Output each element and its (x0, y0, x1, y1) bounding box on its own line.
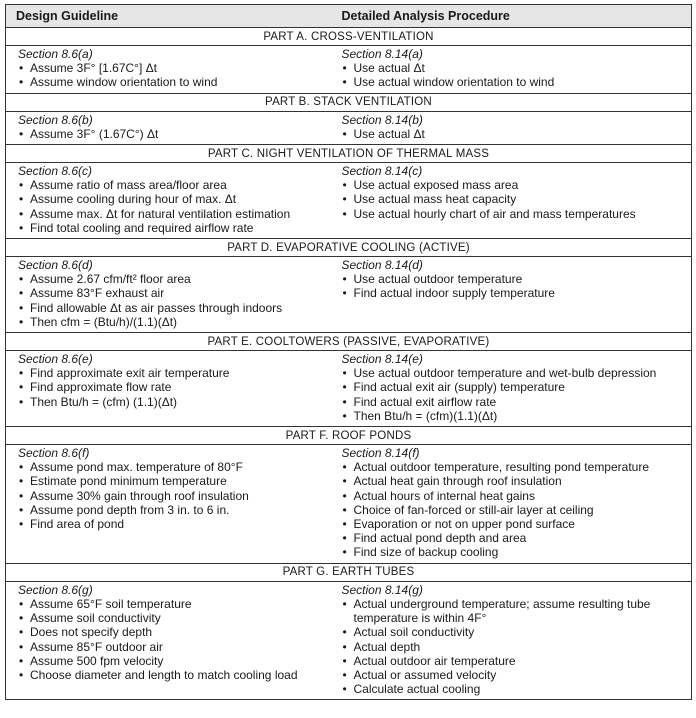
list-item: • Assume 30% gain through roof insulation (18, 489, 330, 503)
list-item: • Find total cooling and required airflow rate (18, 221, 330, 235)
header-row (6, 5, 692, 28)
bullet-list (18, 61, 330, 89)
bullet-list (342, 366, 692, 423)
part-content-row (6, 46, 692, 94)
list-item: • Find actual exit airflow rate (342, 395, 692, 409)
bullet-list (18, 366, 330, 409)
list-item: • Find size of backup cooling (342, 545, 692, 559)
design-guideline-cell (6, 163, 330, 239)
header-detailed-analysis: Detailed Analysis Procedure (330, 5, 692, 28)
list-item: • Use actual window orientation to wind (342, 75, 692, 89)
section-reference: Section 8.6(c) (18, 164, 93, 179)
design-guideline-cell (6, 581, 330, 700)
part-title: PART F. ROOF PONDS (6, 427, 692, 445)
design-guideline-cell (6, 46, 330, 94)
list-item: • Actual outdoor temperature, resulting pond temperature (342, 460, 692, 474)
procedures-table-container (5, 4, 691, 700)
detailed-analysis-cell (330, 111, 692, 144)
detailed-analysis-cell (330, 351, 692, 427)
section-reference: Section 8.6(d) (18, 258, 93, 273)
section-reference: Section 8.6(e) (18, 352, 93, 367)
list-item: • Estimate pond minimum temperature (18, 474, 330, 488)
list-item: • Find actual indoor supply temperature (342, 286, 692, 300)
part-title: PART E. COOLTOWERS (PASSIVE, EVAPORATIVE) (6, 333, 692, 351)
list-item: • Actual soil conductivity (342, 625, 692, 639)
procedures-table (5, 4, 692, 700)
section-reference: Section 8.14(f) (341, 446, 420, 461)
bullet-list (342, 127, 692, 141)
list-item: • Find approximate flow rate (18, 380, 330, 394)
part-content-row (6, 445, 692, 564)
list-item: • Find allowable Δt as air passes through indoors (18, 301, 330, 315)
part-content-row (6, 111, 692, 144)
list-item: • Assume pond max. temperature of 80°F (18, 460, 330, 474)
section-reference: Section 8.6(b) (18, 112, 93, 127)
list-item: • Actual or assumed velocity (342, 668, 692, 682)
list-item: • Use actual outdoor temperature and wet-bulb depression (342, 366, 692, 380)
list-item: • Actual underground temperature; assume resulting tube temperature is within 4F° (342, 597, 692, 625)
bullet-list (342, 597, 692, 696)
section-reference: Section 8.14(c) (341, 164, 423, 179)
part-title: PART D. EVAPORATIVE COOLING (ACTIVE) (6, 239, 692, 257)
list-item: • Assume ratio of mass area/floor area (18, 178, 330, 192)
list-item: • Assume max. Δt for natural ventilation estimation (18, 207, 330, 221)
part-title: PART G. EARTH TUBES (6, 563, 692, 581)
design-guideline-cell (6, 111, 330, 144)
list-item: • Assume 2.67 cfm/ft² floor area (18, 272, 330, 286)
section-reference: Section 8.6(g) (18, 582, 93, 597)
part-title-row (6, 145, 692, 163)
list-item: • Find approximate exit air temperature (18, 366, 330, 380)
list-item: • Choose diameter and length to match cooling load (18, 668, 330, 682)
part-title: PART A. CROSS-VENTILATION (6, 28, 692, 46)
table-body (6, 28, 692, 700)
list-item: • Use actual Δt (342, 127, 692, 141)
bullet-list (342, 460, 692, 559)
list-item: • Use actual hourly chart of air and mass temperatures (342, 207, 692, 221)
bullet-list (342, 178, 692, 221)
detailed-analysis-cell (330, 257, 692, 333)
part-title-row (6, 28, 692, 46)
list-item: • Assume 85°F outdoor air (18, 640, 330, 654)
list-item: • Choice of fan-forced or still-air layer at ceiling (342, 503, 692, 517)
bullet-list (18, 178, 330, 235)
list-item: • Then Btu/h = (cfm)(1.1)(Δt) (342, 409, 692, 423)
header-design-guideline: Design Guideline (6, 5, 330, 28)
part-title-row (6, 93, 692, 111)
list-item: • Assume cooling during hour of max. Δt (18, 192, 330, 206)
part-title-row (6, 333, 692, 351)
design-guideline-cell (6, 445, 330, 564)
list-item: • Assume 3F° [1.67C°] Δt (18, 61, 330, 75)
part-title-row (6, 563, 692, 581)
part-content-row (6, 351, 692, 427)
list-item: • Find area of pond (18, 517, 330, 531)
detailed-analysis-cell (330, 445, 692, 564)
design-guideline-cell (6, 351, 330, 427)
bullet-list (18, 460, 330, 531)
list-item: • Actual depth (342, 640, 692, 654)
list-item: • Actual outdoor air temperature (342, 654, 692, 668)
part-content-row (6, 163, 692, 239)
part-title-row (6, 239, 692, 257)
list-item: • Assume 500 fpm velocity (18, 654, 330, 668)
part-title-row (6, 427, 692, 445)
part-title: PART B. STACK VENTILATION (6, 93, 692, 111)
bullet-list (342, 61, 692, 89)
section-reference: Section 8.6(f) (18, 446, 90, 461)
section-reference: Section 8.14(e) (341, 352, 423, 367)
list-item: • Actual heat gain through roof insulation (342, 474, 692, 488)
list-item: • Assume 83°F exhaust air (18, 286, 330, 300)
list-item: • Then cfm = (Btu/h)/(1.1)(Δt) (18, 315, 330, 329)
section-reference: Section 8.14(a) (341, 47, 423, 61)
section-reference: Section 8.6(a) (18, 47, 93, 61)
part-content-row (6, 581, 692, 700)
list-item: • Assume 3F° (1.67C°) Δt (18, 127, 330, 141)
list-item: • Use actual mass heat capacity (342, 192, 692, 206)
list-item: • Evaporation or not on upper pond surface (342, 517, 692, 531)
section-reference: Section 8.14(b) (341, 112, 423, 127)
detailed-analysis-cell (330, 163, 692, 239)
bullet-list (18, 127, 330, 141)
bullet-list (342, 272, 692, 300)
list-item: • Find actual exit air (supply) temperature (342, 380, 692, 394)
list-item: • Calculate actual cooling (342, 682, 692, 696)
list-item: • Assume pond depth from 3 in. to 6 in. (18, 503, 330, 517)
list-item: • Assume window orientation to wind (18, 75, 330, 89)
list-item: • Use actual exposed mass area (342, 178, 692, 192)
bullet-list (18, 272, 330, 329)
list-item: • Does not specify depth (18, 625, 330, 639)
bullet-list (18, 597, 330, 682)
list-item: • Find actual pond depth and area (342, 531, 692, 545)
design-guideline-cell (6, 257, 330, 333)
detailed-analysis-cell (330, 581, 692, 700)
list-item: • Assume soil conductivity (18, 611, 330, 625)
part-content-row (6, 257, 692, 333)
list-item: • Actual hours of internal heat gains (342, 489, 692, 503)
section-reference: Section 8.14(g) (341, 582, 423, 597)
list-item: • Use actual Δt (342, 61, 692, 75)
list-item: • Assume 65°F soil temperature (18, 597, 330, 611)
detailed-analysis-cell (330, 46, 692, 94)
list-item: • Then Btu/h = (cfm) (1.1)(Δt) (18, 395, 330, 409)
list-item: • Use actual outdoor temperature (342, 272, 692, 286)
section-reference: Section 8.14(d) (341, 258, 423, 273)
part-title: PART C. NIGHT VENTILATION OF THERMAL MASS (6, 145, 692, 163)
